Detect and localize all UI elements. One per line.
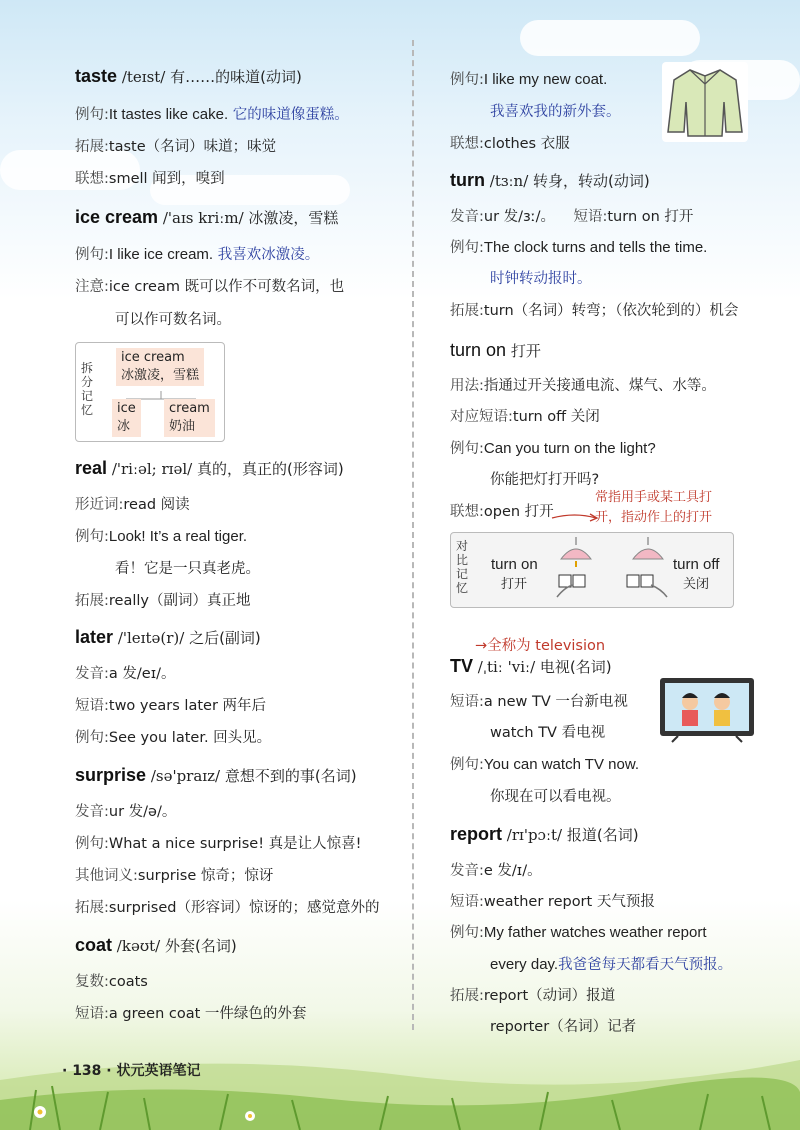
other-meaning-line: 其他词义:surprise 惊奇；惊讶 bbox=[75, 868, 274, 884]
box-label: 拆分记忆 bbox=[81, 361, 94, 417]
phonetic: /ˌtiː 'viː/ bbox=[477, 658, 536, 676]
turn-off-caption: turn off 关闭 bbox=[673, 556, 720, 592]
association-line: 联想:smell 闻到，嗅到 bbox=[75, 171, 225, 187]
example-line: 例句:What a nice surprise! 真是让人惊喜! bbox=[75, 836, 362, 852]
jacket-illustration bbox=[662, 62, 748, 142]
tv-illustration bbox=[658, 676, 756, 744]
extension-line: 拓展:taste（名词）味道；味觉 bbox=[75, 139, 277, 155]
pronunciation-line: 发音:e 发/ɪ/。 bbox=[450, 863, 542, 879]
phrase-line: 短语:a new TV 一台新电视 bbox=[450, 694, 628, 710]
headword: TV bbox=[450, 656, 474, 676]
phonetic: /'riːəl; rɪəl/ bbox=[111, 460, 193, 478]
example-line: 例句:I like ice cream. 我喜欢冰激凌。 bbox=[75, 246, 320, 263]
headword: surprise bbox=[75, 765, 147, 785]
extension-line: 拓展:really（副词）真正地 bbox=[75, 593, 251, 609]
definition: 报道(名词) bbox=[566, 826, 639, 844]
entry-coat-head bbox=[75, 935, 237, 956]
page-footer bbox=[62, 1060, 200, 1080]
example-translation: 看！它是一只真老虎。 bbox=[115, 561, 260, 577]
split-memory-box bbox=[75, 342, 225, 442]
note-line-cont: 可以作可数名词。 bbox=[115, 312, 231, 328]
entry-ice-cream-head bbox=[75, 207, 338, 228]
association-line: 联想:open 打开 bbox=[450, 504, 554, 520]
example-line: 例句:It tastes like cake. 它的味道像蛋糕。 bbox=[75, 106, 349, 123]
definition: 打开 bbox=[510, 342, 541, 360]
phonetic: /rɪ'pɔːt/ bbox=[506, 826, 563, 844]
phrase-line-cont: watch TV 看电视 bbox=[490, 725, 606, 741]
note-arrow bbox=[550, 510, 600, 524]
page-number: · 138 · bbox=[62, 1063, 112, 1079]
example-line: 例句:The clock turns and tells the time. bbox=[450, 239, 708, 256]
headword: ice cream bbox=[75, 207, 159, 227]
association-line: 联想:clothes 衣服 bbox=[450, 136, 570, 152]
cloud-decoration bbox=[520, 20, 700, 56]
note-line: 注意:ice cream 既可以作不可数名词，也 bbox=[75, 279, 345, 295]
example-line: 例句:My father watches weather report bbox=[450, 924, 707, 941]
phonetic: /teɪst/ bbox=[121, 68, 166, 86]
definition: 意想不到的事(名词) bbox=[224, 767, 357, 785]
extension-line: 拓展:report（动词）报道 bbox=[450, 988, 616, 1004]
entry-real-head bbox=[75, 458, 344, 479]
definition: 电视(名词) bbox=[539, 658, 612, 676]
definition: 冰激凌，雪糕 bbox=[248, 209, 339, 227]
example-translation: 时钟转动报时。 bbox=[490, 271, 592, 287]
headword: turn on bbox=[450, 340, 507, 360]
pronunciation-line: 发音:a 发/eɪ/。 bbox=[75, 666, 176, 682]
definition: 有……的味道(动词) bbox=[170, 68, 302, 86]
opposite-phrase-line: 对应短语:turn off 关闭 bbox=[450, 409, 600, 425]
column-divider bbox=[412, 40, 414, 1030]
box-label: 对比记忆 bbox=[456, 539, 469, 595]
book-title: 状元英语笔记 bbox=[116, 1063, 201, 1079]
extension-line-cont: reporter（名词）记者 bbox=[490, 1019, 637, 1035]
entry-turn-on-head bbox=[450, 340, 541, 361]
plural-line: 复数:coats bbox=[75, 974, 148, 990]
example-translation: 你现在可以看电视。 bbox=[490, 789, 621, 805]
entry-taste-head bbox=[75, 66, 302, 87]
phonetic: /sə'praɪz/ bbox=[150, 767, 221, 785]
entry-later-head bbox=[75, 627, 261, 648]
lamp-on-icon bbox=[551, 537, 601, 603]
extension-line: 拓展:turn（名词）转弯；（依次轮到的）机会 bbox=[450, 303, 739, 319]
phrase-line: 短语:two years later 两年后 bbox=[75, 698, 267, 714]
example-line: 例句:Look! It’s a real tiger. bbox=[75, 528, 248, 545]
entry-report-head bbox=[450, 824, 639, 845]
phonetic: /kəʊt/ bbox=[116, 937, 161, 955]
phrase-line: 短语:weather report 天气预报 bbox=[450, 894, 655, 910]
entry-surprise-head bbox=[75, 765, 357, 786]
headword: real bbox=[75, 458, 108, 478]
entry-tv-head bbox=[450, 656, 612, 677]
pronunciation-line: 发音:ur 发/ə/。 bbox=[75, 804, 177, 820]
example-line: 例句:You can watch TV now. bbox=[450, 756, 639, 773]
headword: coat bbox=[75, 935, 113, 955]
extension-line: 拓展:surprised（形容词）惊讶的；感觉意外的 bbox=[75, 900, 380, 916]
phonetic: /'aɪs kriːm/ bbox=[162, 209, 244, 227]
phonetic: /'leɪtə(r)/ bbox=[117, 629, 185, 647]
example-line: 例句:See you later. 回头见。 bbox=[75, 730, 272, 746]
headword: taste bbox=[75, 66, 118, 86]
definition: 真的，真正的(形容词) bbox=[196, 460, 344, 478]
definition: 外套(名词) bbox=[164, 937, 237, 955]
headword: turn bbox=[450, 170, 485, 190]
phonetic: /tɜːn/ bbox=[489, 172, 529, 190]
compare-memory-box bbox=[450, 532, 734, 608]
tv-full-name-note: →全称为 television bbox=[475, 638, 606, 654]
usage-line: 用法:指通过开关接通电流、煤气、水等。 bbox=[450, 378, 716, 394]
part-cell-ice: ice 冰 bbox=[112, 399, 141, 437]
example-line: 例句:Can you turn on the light? bbox=[450, 440, 656, 457]
lamp-off-icon bbox=[623, 537, 673, 603]
definition: 之后(副词) bbox=[189, 629, 261, 647]
compound-cell: ice cream 冰激凌，雪糕 bbox=[116, 348, 204, 386]
headword: later bbox=[75, 627, 114, 647]
handwritten-note: 常指用手或某工具打 开，指动作上的打开 bbox=[595, 490, 713, 525]
example-translation: 我喜欢我的新外套。 bbox=[490, 104, 621, 120]
definition: 转身，转动(动词) bbox=[533, 172, 650, 190]
similar-word-line: 形近词:read 阅读 bbox=[75, 497, 190, 513]
pronunciation-line: 发音:ur 发/ɜː/。 短语:turn on 打开 bbox=[450, 209, 694, 225]
entry-turn-head bbox=[450, 170, 650, 191]
turn-on-caption: turn on 打开 bbox=[491, 556, 538, 592]
phrase-line: 短语:a green coat 一件绿色的外套 bbox=[75, 1006, 307, 1022]
example-translation: 你能把灯打开吗? bbox=[490, 472, 600, 488]
example-line: 例句:I like my new coat. bbox=[450, 71, 608, 88]
part-cell-cream: cream 奶油 bbox=[164, 399, 215, 437]
headword: report bbox=[450, 824, 503, 844]
example-line-cont: every day.我爸爸每天都看天气预报。 bbox=[490, 956, 733, 973]
